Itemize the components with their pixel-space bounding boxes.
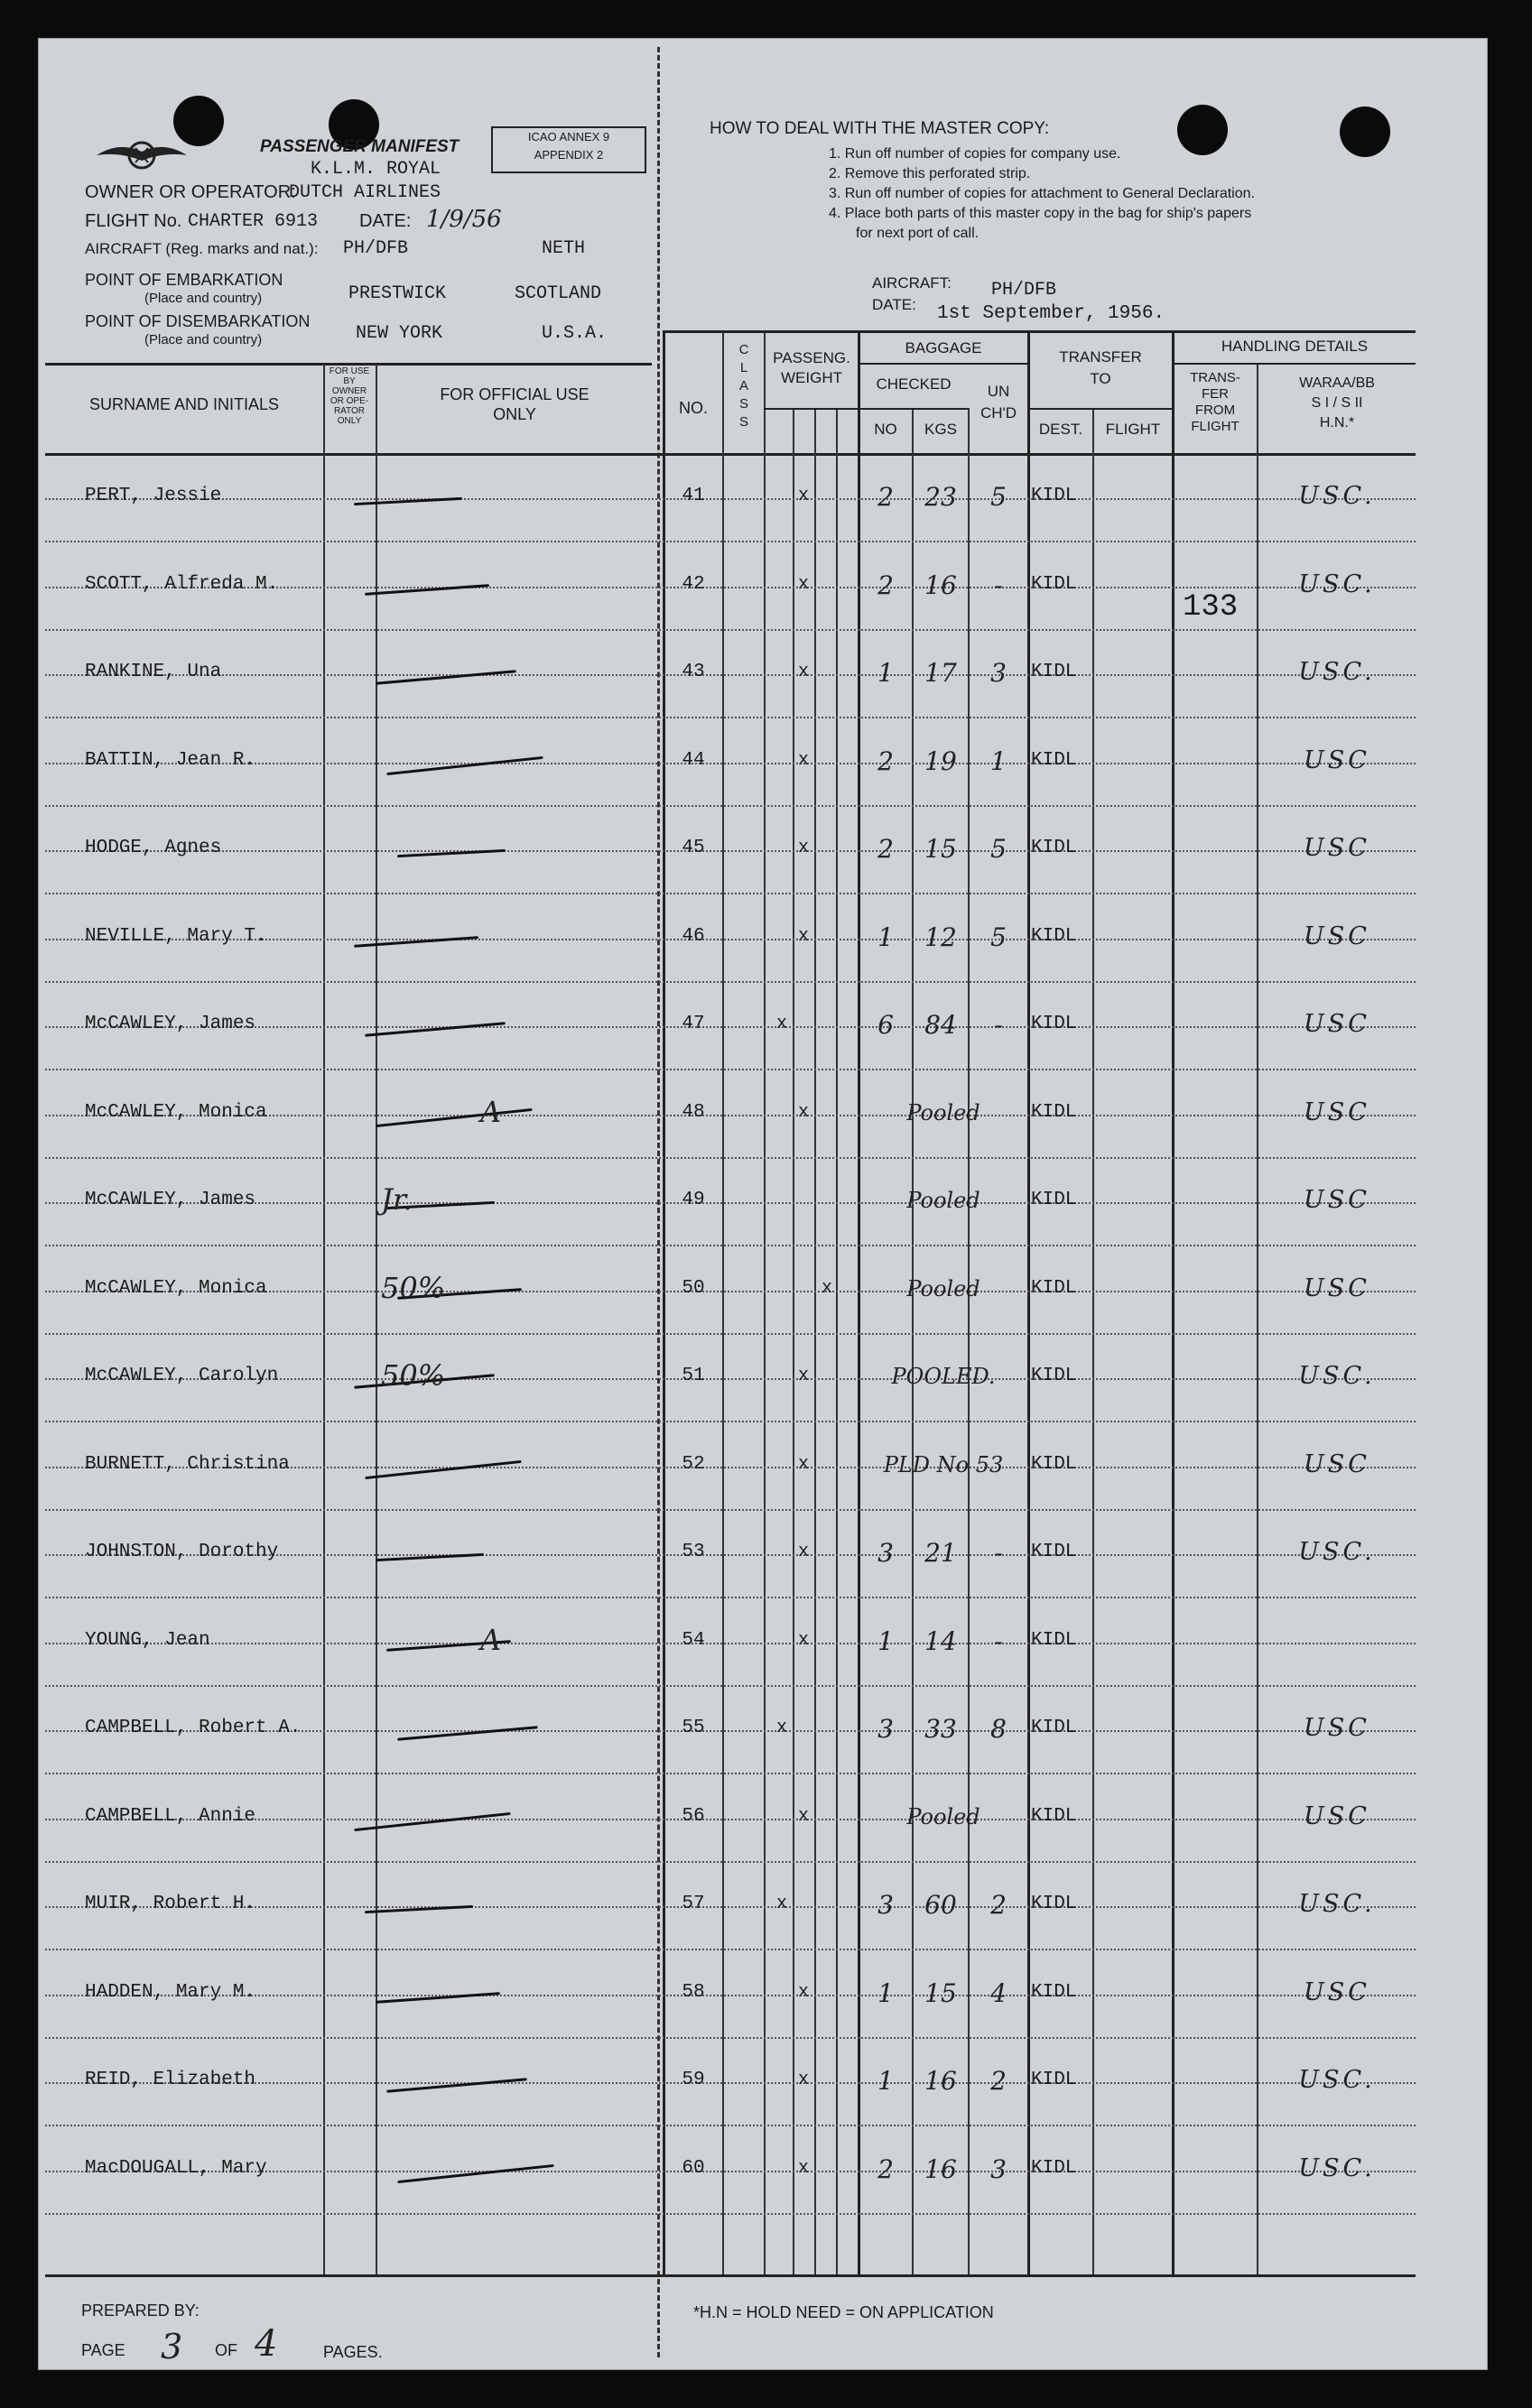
col-divider <box>1172 332 1175 2274</box>
row-divider <box>45 1861 1416 1863</box>
handling-code: USC <box>1304 1097 1370 1126</box>
row-divider <box>45 1245 1416 1246</box>
handwritten-annotation: A <box>480 1094 502 1129</box>
transfer-rule <box>1027 408 1172 410</box>
passeng-weight-mark: x <box>798 925 810 947</box>
row-number: 55 <box>682 1718 705 1738</box>
baggage-kgs: 12 <box>924 922 957 952</box>
row-divider <box>45 1069 1416 1070</box>
baggage-count: 2 <box>877 482 894 512</box>
official-line: FOR OFFICIAL USE <box>440 385 590 403</box>
row-number: 45 <box>682 838 705 858</box>
row-number: 53 <box>682 1542 705 1562</box>
baggage-unchecked: - <box>994 1538 1003 1568</box>
embarkation-place: PRESTWICK <box>348 283 447 304</box>
row-divider <box>45 1685 1416 1687</box>
baggage-unchecked: 5 <box>990 482 1007 512</box>
class-letter: S <box>738 414 748 430</box>
col-surname: SURNAME AND INITIALS <box>88 395 280 413</box>
instructions-heading: HOW TO DEAL WITH THE MASTER COPY: <box>710 119 1050 138</box>
passenger-name: BATTIN, Jean R. <box>85 749 256 771</box>
passeng-line: WEIGHT <box>781 369 842 386</box>
transfer-note: 133 <box>1183 590 1239 625</box>
row-divider <box>45 2213 1416 2215</box>
pooled-baggage: POOLED. <box>891 1364 996 1389</box>
row-number: 50 <box>682 1277 705 1299</box>
baggage-kgs: 15 <box>924 834 957 864</box>
of-value: 4 <box>255 2323 278 2365</box>
owner-value-1: K.L.M. ROYAL <box>311 159 441 180</box>
baggage-kgs: 16 <box>924 2066 957 2096</box>
passeng-weight-mark: x <box>776 1014 788 1034</box>
transfer-destination: KIDL <box>1031 1453 1077 1475</box>
col-transfer <box>1029 347 1172 390</box>
baggage-count: 2 <box>877 2153 894 2184</box>
baggage-kgs: 23 <box>924 482 957 512</box>
transfer-destination: KIDL <box>1031 573 1077 595</box>
signature-stroke <box>354 1811 510 1830</box>
instruction-item: for next port of call. <box>856 226 980 241</box>
row-number: 43 <box>682 662 705 682</box>
handling-code: USC <box>1304 1714 1370 1742</box>
header-bottom-border <box>45 453 1416 456</box>
row-number: 58 <box>682 1981 705 2003</box>
baggage-count: 1 <box>877 1625 894 1656</box>
handling-code: USC <box>1304 1801 1370 1830</box>
row-number: 54 <box>682 1629 705 1651</box>
col-kgs: KGS <box>924 421 957 438</box>
handling-rule <box>1172 363 1416 365</box>
waraa-line: S I / S II <box>1311 395 1363 411</box>
col-waraa <box>1258 374 1416 433</box>
instr-aircraft-label: AIRCRAFT: <box>872 274 952 292</box>
baggage-kgs: 84 <box>924 1010 957 1040</box>
baggage-unchecked: 2 <box>990 2066 1007 2096</box>
row-divider <box>45 2037 1416 2039</box>
waraa-line: H.N.* <box>1319 415 1355 431</box>
baggage-rule <box>858 363 1027 365</box>
row-divider <box>45 1421 1416 1422</box>
passeng-line: PASSENG. <box>773 349 850 366</box>
row-number: 51 <box>682 1366 705 1386</box>
baggage-count: 1 <box>877 658 894 688</box>
col-owner-use <box>323 366 376 426</box>
aircraft-value: PH/DFB <box>343 238 409 259</box>
handling-code: USC <box>1304 1449 1370 1478</box>
baggage-unchecked: 1 <box>990 746 1007 776</box>
baggage-unchecked: 3 <box>990 658 1007 688</box>
row-number: 52 <box>682 1453 705 1475</box>
passenger-name: SCOTT, Alfreda M. <box>85 573 279 595</box>
row-midline <box>45 498 1416 500</box>
passenger-name: HODGE, Agnes <box>85 838 222 858</box>
signature-stroke <box>397 2163 553 2182</box>
punch-hole <box>1340 107 1390 157</box>
baggage-count: 6 <box>877 1010 894 1040</box>
passeng-weight-mark: x <box>798 2070 810 2090</box>
handling-code: USC. <box>1298 1362 1376 1390</box>
pooled-baggage: Pooled <box>906 1188 980 1213</box>
handwritten-annotation: A <box>480 1622 502 1657</box>
baggage-kgs: 14 <box>924 1625 957 1656</box>
of-label: OF <box>215 2341 237 2359</box>
passenger-name: McCAWLEY, James <box>85 1190 256 1210</box>
row-number: 44 <box>682 749 705 771</box>
row-midline <box>45 850 1416 852</box>
transfer-from-line: FROM <box>1194 403 1236 418</box>
col-checked: CHECKED <box>876 375 952 393</box>
transfer-destination: KIDL <box>1031 2157 1077 2179</box>
baggage-unchecked: 2 <box>990 1890 1007 1920</box>
passenger-name: McCAWLEY, James <box>85 1014 256 1034</box>
class-letter: S <box>738 396 748 412</box>
passenger-name: REID, Elizabeth <box>85 2070 256 2090</box>
instruction-item: 3. Run off number of copies for attachment to General Declaration. <box>829 186 1255 201</box>
owner-use-line: RATOR <box>333 406 366 416</box>
transfer-from-line: TRANS- <box>1190 370 1240 385</box>
col-divider <box>764 332 766 2274</box>
signature-stroke <box>386 2078 527 2093</box>
baggage-unchecked: 3 <box>990 2153 1007 2184</box>
owner-use-line: BY <box>343 376 356 386</box>
col-divider <box>722 332 724 2274</box>
class-letter: C <box>738 342 749 357</box>
row-number: 46 <box>682 925 705 947</box>
flight-value: CHARTER 6913 <box>188 211 319 232</box>
passenger-name: CAMPBELL, Robert A. <box>85 1718 302 1738</box>
row-divider <box>45 805 1416 807</box>
row-number: 60 <box>682 2157 705 2179</box>
disembarkation-country: U.S.A. <box>542 323 608 344</box>
passeng-weight-mark: x <box>798 2157 810 2179</box>
col-no: NO. <box>678 399 708 417</box>
baggage-unchecked: - <box>994 1625 1003 1656</box>
row-divider <box>45 541 1416 542</box>
baggage-count: 2 <box>877 834 894 864</box>
baggage-count: 2 <box>877 570 894 600</box>
baggage-count: 3 <box>877 1538 894 1568</box>
passeng-weight-mark: x <box>798 486 810 506</box>
passenger-name: JOHNSTON, Dorothy <box>85 1542 279 1562</box>
instruction-item: 1. Run off number of copies for company use. <box>829 146 1121 162</box>
col-unchd <box>970 381 1027 424</box>
handwritten-annotation: Jr. <box>381 1182 413 1217</box>
date-value: 1/9/56 <box>426 206 502 233</box>
row-midline <box>45 1643 1416 1644</box>
row-number: 59 <box>682 2070 705 2090</box>
pooled-baggage: Pooled <box>906 1275 980 1301</box>
row-number: 47 <box>682 1014 705 1034</box>
row-divider <box>45 1509 1416 1511</box>
transfer-from-line: FLIGHT <box>1191 419 1240 434</box>
row-divider <box>45 1773 1416 1774</box>
manifest-sheet <box>38 38 1488 2370</box>
passeng-weight-mark: x <box>798 1101 810 1123</box>
baggage-kgs: 17 <box>924 658 957 688</box>
passeng-weight-mark: x <box>798 749 810 771</box>
handling-code: USC. <box>1298 570 1376 598</box>
row-number: 49 <box>682 1190 705 1210</box>
handling-code: USC. <box>1298 1538 1376 1566</box>
row-divider <box>45 1597 1416 1598</box>
icao-line: ICAO ANNEX 9 <box>527 130 610 144</box>
passenger-name: MacDOUGALL, Mary <box>85 2157 267 2179</box>
baggage-count: 3 <box>877 1890 894 1920</box>
table-top-border <box>45 363 652 366</box>
official-line: ONLY <box>493 405 536 423</box>
baggage-kgs: 16 <box>924 570 957 600</box>
transfer-destination: KIDL <box>1031 1014 1077 1034</box>
pooled-baggage: Pooled <box>906 1099 980 1125</box>
icao-box <box>491 126 646 173</box>
pooled-baggage: Pooled <box>906 1803 980 1829</box>
passenger-name: McCAWLEY, Monica <box>85 1101 267 1123</box>
col-divider <box>323 365 325 2274</box>
row-divider <box>45 717 1416 718</box>
row-number: 42 <box>682 573 705 595</box>
col-divider <box>376 365 377 2274</box>
owner-use-line: ONLY <box>337 416 362 426</box>
baggage-count: 2 <box>877 746 894 776</box>
pooled-baggage: PLD No 53 <box>883 1451 1004 1477</box>
aircraft-nationality: NETH <box>542 238 586 259</box>
baggage-count: 1 <box>877 2066 894 2096</box>
row-divider <box>45 2125 1416 2126</box>
transfer-line: TRANSFER <box>1059 348 1142 366</box>
baggage-kgs: 60 <box>924 1890 957 1920</box>
unchd-line: CH'D <box>980 404 1017 421</box>
instr-aircraft-value: PH/DFB <box>991 280 1057 301</box>
footer-note: *H.N = HOLD NEED = ON APPLICATION <box>693 2303 994 2321</box>
transfer-destination: KIDL <box>1031 838 1077 858</box>
instruction-item: 2. Remove this perforated strip. <box>829 166 1031 181</box>
aircraft-label: AIRCRAFT (Reg. marks and nat.): <box>85 240 319 257</box>
baggage-count: 1 <box>877 1977 894 2008</box>
passenger-name: MUIR, Robert H. <box>85 1894 256 1914</box>
transfer-destination: KIDL <box>1031 1981 1077 2003</box>
passenger-name: McCAWLEY, Monica <box>85 1277 267 1299</box>
row-number: 41 <box>682 486 705 506</box>
embarkation-sub: (Place and country) <box>144 291 263 306</box>
unchd-line: UN <box>987 383 1010 400</box>
baggage-unchecked: - <box>994 1010 1003 1040</box>
row-divider <box>45 629 1416 631</box>
signature-stroke <box>397 1726 538 1741</box>
baggage-kgs: 33 <box>924 1714 957 1744</box>
row-divider <box>45 981 1416 983</box>
page-value: 3 <box>161 2327 183 2366</box>
transfer-destination: KIDL <box>1031 749 1077 771</box>
instr-date-label: DATE: <box>872 296 916 313</box>
checked-rule <box>858 408 968 410</box>
col-baggage: BAGGAGE <box>905 339 982 357</box>
transfer-from-line: FER <box>1202 386 1229 402</box>
col-class <box>724 341 764 431</box>
col-passeng-weight <box>766 348 858 388</box>
row-midline <box>45 674 1416 676</box>
disembarkation-label: POINT OF DISEMBARKATION <box>85 312 311 330</box>
owner-use-line: OWNER <box>331 386 367 396</box>
prepared-by-label: PREPARED BY: <box>81 2301 200 2320</box>
handwritten-annotation: 50% <box>381 1358 446 1393</box>
baggage-unchecked: 8 <box>990 1714 1007 1744</box>
passeng-weight-mark: x <box>776 1718 788 1738</box>
passeng-weight-mark: x <box>798 662 810 682</box>
row-number: 57 <box>682 1894 705 1914</box>
passeng-weight-mark: x <box>798 838 810 858</box>
table-bottom-border <box>45 2274 1416 2277</box>
handling-code: USC <box>1304 834 1370 862</box>
class-letter: A <box>738 378 748 394</box>
transfer-line: TO <box>1090 370 1111 387</box>
disembarkation-place: NEW YORK <box>356 323 443 344</box>
baggage-unchecked: 5 <box>990 922 1007 952</box>
pages-label: PAGES. <box>323 2343 383 2361</box>
date-label: DATE: <box>359 211 412 231</box>
embarkation-label: POINT OF EMBARKATION <box>85 271 283 289</box>
row-divider <box>45 893 1416 894</box>
col-official <box>377 384 652 424</box>
table-top-border <box>663 330 1416 333</box>
passenger-name: BURNETT, Christina <box>85 1453 290 1475</box>
baggage-kgs: 16 <box>924 2153 957 2184</box>
baggage-unchecked: 4 <box>990 1977 1007 2008</box>
baggage-kgs: 21 <box>924 1538 957 1568</box>
icao-line: APPENDIX 2 <box>534 148 604 162</box>
transfer-destination: KIDL <box>1031 1629 1077 1651</box>
handling-code: USC <box>1304 922 1370 950</box>
passenger-name: HADDEN, Mary M. <box>85 1981 256 2003</box>
embarkation-country: SCOTLAND <box>515 283 602 304</box>
col-handling: HANDLING DETAILS <box>1221 338 1369 355</box>
passeng-weight-mark: x <box>798 1542 810 1562</box>
transfer-destination: KIDL <box>1031 486 1077 506</box>
handwritten-annotation: 50% <box>381 1270 446 1305</box>
passeng-rule <box>764 408 858 410</box>
passenger-name: RANKINE, Una <box>85 662 222 682</box>
baggage-count: 1 <box>877 922 894 952</box>
instr-date-value: 1st September, 1956. <box>937 303 1165 324</box>
transfer-destination: KIDL <box>1031 1718 1077 1738</box>
baggage-unchecked: 5 <box>990 834 1007 864</box>
class-letter: L <box>739 360 748 375</box>
transfer-destination: KIDL <box>1031 1805 1077 1827</box>
signature-stroke <box>376 670 516 685</box>
passeng-weight-mark: x <box>798 1366 810 1386</box>
handling-code: USC <box>1304 1273 1370 1302</box>
handling-code: USC <box>1304 746 1370 774</box>
handling-code: USC. <box>1298 658 1376 686</box>
handling-code: USC. <box>1298 2066 1376 2094</box>
passeng-weight-mark: x <box>798 1981 810 2003</box>
owner-use-line: OR OPE- <box>330 396 369 406</box>
baggage-count: 3 <box>877 1714 894 1744</box>
transfer-destination: KIDL <box>1031 925 1077 947</box>
col-dest: DEST. <box>1038 421 1083 438</box>
baggage-kgs: 15 <box>924 1977 957 2008</box>
passeng-weight-mark: x <box>798 1629 810 1651</box>
signature-stroke <box>365 1459 521 1478</box>
passenger-name: NEVILLE, Mary T. <box>85 925 267 947</box>
manifest-title: PASSENGER MANIFEST <box>260 137 460 156</box>
transfer-destination: KIDL <box>1031 1190 1077 1210</box>
flight-label: FLIGHT No. <box>85 211 182 231</box>
passeng-weight-mark: x <box>822 1277 833 1299</box>
passenger-name: PERT, Jessie <box>85 486 222 506</box>
row-number: 48 <box>682 1101 705 1123</box>
baggage-unchecked: - <box>994 570 1003 600</box>
row-divider <box>45 1333 1416 1335</box>
passeng-weight-mark: x <box>798 573 810 595</box>
handling-code: USC. <box>1298 482 1376 510</box>
col-transfer-from <box>1174 370 1257 435</box>
owner-label: OWNER OR OPERATOR: <box>85 182 296 202</box>
row-divider <box>45 1157 1416 1159</box>
passeng-weight-mark: x <box>798 1453 810 1475</box>
handling-code: USC. <box>1298 1890 1376 1918</box>
passenger-name: McCAWLEY, Carolyn <box>85 1366 279 1386</box>
passeng-weight-mark: x <box>798 1805 810 1827</box>
col-bag-no: NO <box>874 421 897 438</box>
instruction-item: 4. Place both parts of this master copy in the bag for ship's papers <box>829 206 1252 221</box>
transfer-destination: KIDL <box>1031 1366 1077 1386</box>
transfer-destination: KIDL <box>1031 1894 1077 1914</box>
passenger-name: YOUNG, Jean <box>85 1629 210 1651</box>
page-label: PAGE <box>81 2341 125 2359</box>
owner-use-line: FOR USE <box>329 366 370 376</box>
passeng-weight-mark: x <box>776 1894 788 1914</box>
col-flight: FLIGHT <box>1105 421 1161 438</box>
handling-code: USC. <box>1298 2153 1376 2182</box>
transfer-destination: KIDL <box>1031 1277 1077 1299</box>
handling-code: USC <box>1304 1010 1370 1038</box>
row-divider <box>45 1949 1416 1950</box>
disembarkation-sub: (Place and country) <box>144 332 263 347</box>
handling-code: USC <box>1304 1186 1370 1214</box>
transfer-destination: KIDL <box>1031 2070 1077 2090</box>
instructions-list <box>829 144 1255 244</box>
handling-code: USC <box>1304 1977 1370 2006</box>
passenger-name: CAMPBELL, Annie <box>85 1805 256 1827</box>
transfer-destination: KIDL <box>1031 1542 1077 1562</box>
col-divider <box>1027 332 1030 2274</box>
klm-logo-icon <box>92 128 191 182</box>
baggage-kgs: 19 <box>924 746 957 776</box>
owner-value-2: DUTCH AIRLINES <box>289 182 441 203</box>
row-number: 56 <box>682 1805 705 1827</box>
transfer-destination: KIDL <box>1031 1101 1077 1123</box>
signature-stroke <box>365 1022 506 1037</box>
transfer-destination: KIDL <box>1031 662 1077 682</box>
signature-stroke <box>376 1107 532 1126</box>
signature-stroke <box>386 755 543 774</box>
waraa-line: WARAA/BB <box>1299 375 1375 391</box>
